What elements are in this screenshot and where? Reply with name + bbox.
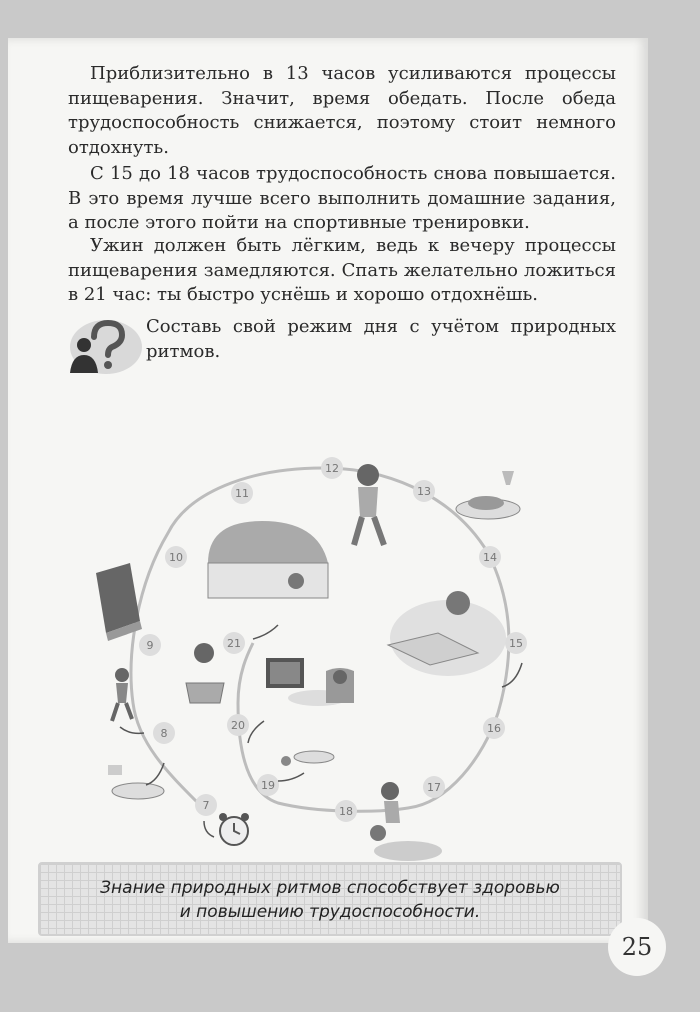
svg-text:14: 14 bbox=[483, 551, 497, 564]
dinner-icon bbox=[281, 751, 334, 766]
svg-text:17: 17 bbox=[427, 781, 441, 794]
svg-text:18: 18 bbox=[339, 805, 353, 818]
hour-18 bbox=[335, 800, 357, 822]
task-text: Составь свой режим дня с учётом природных ритмов. bbox=[146, 316, 616, 362]
page-number: 25 bbox=[608, 918, 666, 976]
hour-16 bbox=[483, 717, 505, 739]
tv-icon bbox=[266, 658, 354, 706]
svg-text:21: 21 bbox=[227, 637, 241, 650]
daily-routine-diagram bbox=[78, 413, 598, 873]
svg-text:8: 8 bbox=[160, 727, 168, 740]
svg-text:12: 12 bbox=[325, 462, 339, 475]
hour-19 bbox=[257, 774, 279, 796]
lunch-icon bbox=[456, 471, 520, 519]
conclusion-banner bbox=[38, 862, 622, 936]
svg-text:9: 9 bbox=[146, 639, 154, 652]
sleeping-icon bbox=[208, 521, 328, 598]
hour-13 bbox=[413, 480, 435, 502]
hour-20 bbox=[227, 714, 249, 736]
svg-text:11: 11 bbox=[235, 487, 249, 500]
question-task-icon bbox=[58, 313, 142, 377]
svg-text:15: 15 bbox=[509, 637, 523, 650]
paragraph-lunch: Приблизительно в 13 часов усиливаются процессы пищеварения. Значит, время обедать. После обеда трудоспособность снижается, поэтому стоит немного отдохнуть. bbox=[68, 63, 616, 158]
hour-8 bbox=[153, 722, 175, 744]
conclusion-line-2: и повышению трудоспособности. bbox=[179, 902, 481, 922]
books-icon bbox=[96, 563, 142, 641]
hour-14 bbox=[479, 546, 501, 568]
hour-11 bbox=[231, 482, 253, 504]
svg-text:16: 16 bbox=[487, 722, 501, 735]
svg-text:10: 10 bbox=[169, 551, 183, 564]
conclusion-text bbox=[40, 876, 620, 924]
alarm-clock-icon bbox=[219, 813, 249, 845]
svg-text:7: 7 bbox=[202, 799, 210, 812]
hour-21 bbox=[223, 632, 245, 654]
paragraph-evening: Ужин должен быть лёгким, ведь к вечеру процессы пищеварения замедляются. Спать желательно ложиться в 21 час: ты быстро уснёшь и хорошо отдохнёшь. bbox=[68, 235, 616, 305]
paragraph-afternoon: С 15 до 18 часов трудоспособность снова повышается. В это время лучше всего выполнить домашние задания, а после этого пойти на спортивные тренировки. bbox=[68, 163, 616, 233]
hour-10 bbox=[165, 546, 187, 568]
washing-icon bbox=[108, 765, 164, 799]
packing-bag-icon bbox=[186, 643, 224, 703]
hour-17 bbox=[423, 776, 445, 798]
walking-to-school-icon bbox=[112, 668, 132, 721]
hour-15 bbox=[505, 632, 527, 654]
svg-text:20: 20 bbox=[231, 719, 245, 732]
hour-12 bbox=[321, 457, 343, 479]
textbook-page bbox=[8, 38, 648, 943]
hour-7 bbox=[195, 794, 217, 816]
svg-text:19: 19 bbox=[261, 779, 275, 792]
conclusion-line-1: Знание природных ритмов способствует здоровью bbox=[100, 878, 560, 898]
svg-text:13: 13 bbox=[417, 485, 431, 498]
homework-icon bbox=[388, 591, 506, 676]
hour-9 bbox=[139, 634, 161, 656]
